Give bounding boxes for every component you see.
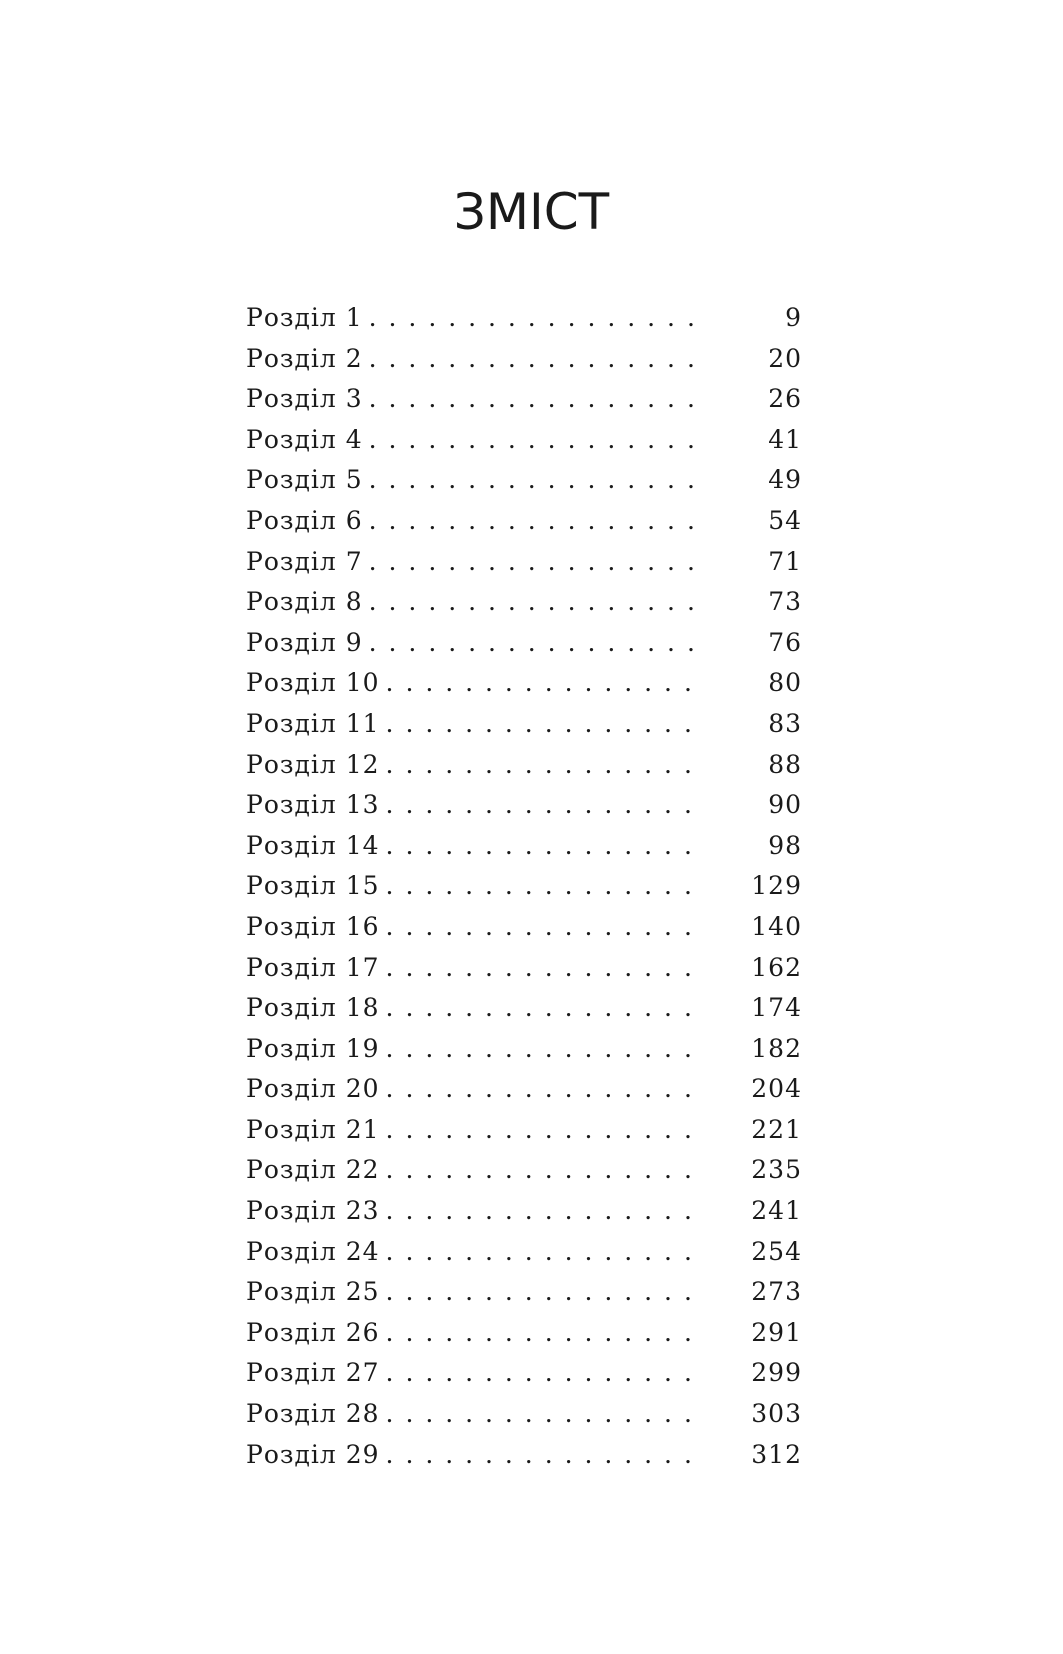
toc-entry[interactable] xyxy=(246,988,802,1029)
toc-entry-page-number: 303 xyxy=(751,1399,802,1429)
toc-entry-page-number: 26 xyxy=(768,384,802,414)
toc-entry-label: Розділ 20 xyxy=(246,1074,380,1104)
table-of-contents xyxy=(246,298,802,1475)
dot-leader xyxy=(386,1313,702,1354)
toc-entry-page-number: 83 xyxy=(768,708,802,738)
toc-entry-label: Розділ 7 xyxy=(246,546,363,576)
toc-entry-page-number: 241 xyxy=(751,1196,802,1226)
toc-entry-label: Розділ 21 xyxy=(246,1114,380,1144)
dot-leader xyxy=(386,826,702,867)
toc-entry-page-number: 254 xyxy=(751,1236,802,1266)
dot-leader xyxy=(369,582,702,623)
toc-entry-label: Розділ 15 xyxy=(246,871,380,901)
dot-leader xyxy=(369,623,702,664)
toc-entry[interactable] xyxy=(246,1150,802,1191)
toc-entry[interactable] xyxy=(246,1029,802,1070)
toc-entry[interactable] xyxy=(246,704,802,745)
toc-entry-label: Розділ 8 xyxy=(246,587,363,617)
toc-entry-label: Розділ 1 xyxy=(246,303,363,332)
toc-entry-label: Розділ 23 xyxy=(246,1196,380,1226)
toc-entry[interactable] xyxy=(246,1272,802,1313)
toc-entry-page-number: 182 xyxy=(751,1033,802,1063)
toc-entry-page-number: 76 xyxy=(768,627,802,657)
toc-entry[interactable] xyxy=(246,866,802,907)
toc-entry-page-number: 291 xyxy=(751,1317,802,1347)
toc-entry-label: Розділ 6 xyxy=(246,505,363,535)
page-title: ЗМІСТ xyxy=(453,183,610,241)
dot-leader xyxy=(386,663,702,704)
toc-entry[interactable] xyxy=(246,1435,802,1476)
toc-entry-label: Розділ 26 xyxy=(246,1317,380,1347)
toc-entry-label: Розділ 4 xyxy=(246,424,363,454)
dot-leader xyxy=(369,460,702,501)
toc-entry-label: Розділ 17 xyxy=(246,952,380,982)
dot-leader xyxy=(369,379,702,420)
toc-entry[interactable] xyxy=(246,785,802,826)
dot-leader xyxy=(386,745,702,786)
toc-entry-page-number: 174 xyxy=(751,993,802,1023)
toc-entry-page-number: 204 xyxy=(751,1074,802,1104)
toc-entry-label: Розділ 19 xyxy=(246,1033,380,1063)
toc-entry[interactable] xyxy=(246,379,802,420)
toc-entry[interactable] xyxy=(246,745,802,786)
toc-entry-label: Розділ 27 xyxy=(246,1358,380,1388)
toc-entry-page-number: 162 xyxy=(751,952,802,982)
toc-entry[interactable] xyxy=(246,1069,802,1110)
toc-entry-label: Розділ 25 xyxy=(246,1277,380,1307)
toc-entry-page-number: 273 xyxy=(751,1277,802,1307)
toc-entry-page-number: 41 xyxy=(768,424,802,454)
toc-entry-label: Розділ 12 xyxy=(246,749,380,779)
toc-entry[interactable] xyxy=(246,1191,802,1232)
toc-entry-label: Розділ 9 xyxy=(246,627,363,657)
dot-leader xyxy=(386,1069,702,1110)
toc-entry-page-number: 54 xyxy=(768,505,802,535)
toc-entry-label: Розділ 29 xyxy=(246,1439,380,1469)
dot-leader xyxy=(386,907,702,948)
toc-entry[interactable] xyxy=(246,1394,802,1435)
dot-leader xyxy=(369,339,702,380)
toc-entry-label: Розділ 3 xyxy=(246,384,363,414)
dot-leader xyxy=(386,785,702,826)
dot-leader xyxy=(386,948,702,989)
toc-entry[interactable] xyxy=(246,907,802,948)
toc-entry[interactable] xyxy=(246,501,802,542)
dot-leader xyxy=(386,988,702,1029)
toc-entry-page-number: 140 xyxy=(751,911,802,941)
toc-entry-page-number: 235 xyxy=(751,1155,802,1185)
dot-leader xyxy=(386,1272,702,1313)
toc-entry[interactable] xyxy=(246,298,802,339)
toc-entry[interactable] xyxy=(246,1313,802,1354)
toc-entry-page-number: 71 xyxy=(768,546,802,576)
dot-leader xyxy=(386,866,702,907)
toc-entry[interactable] xyxy=(246,948,802,989)
dot-leader xyxy=(369,501,702,542)
toc-entry-page-number: 73 xyxy=(768,587,802,617)
toc-entry[interactable] xyxy=(246,826,802,867)
toc-entry-page-number: 9 xyxy=(785,303,802,332)
toc-entry[interactable] xyxy=(246,339,802,380)
dot-leader xyxy=(386,1394,702,1435)
toc-entry-label: Розділ 24 xyxy=(246,1236,380,1266)
dot-leader xyxy=(386,704,702,745)
toc-entry[interactable] xyxy=(246,1353,802,1394)
toc-entry-page-number: 80 xyxy=(768,668,802,698)
toc-entry-label: Розділ 11 xyxy=(246,708,380,738)
dot-leader xyxy=(386,1191,702,1232)
toc-entry[interactable] xyxy=(246,663,802,704)
dot-leader xyxy=(369,420,702,461)
toc-entry-label: Розділ 16 xyxy=(246,911,380,941)
dot-leader xyxy=(386,1353,702,1394)
toc-entry-label: Розділ 18 xyxy=(246,993,380,1023)
toc-entry-page-number: 299 xyxy=(751,1358,802,1388)
toc-entry-page-number: 98 xyxy=(768,830,802,860)
toc-entry[interactable] xyxy=(246,460,802,501)
toc-entry-label: Розділ 22 xyxy=(246,1155,380,1185)
toc-entry-page-number: 88 xyxy=(768,749,802,779)
toc-entry[interactable] xyxy=(246,582,802,623)
toc-entry-page-number: 129 xyxy=(751,871,802,901)
dot-leader xyxy=(386,1232,702,1273)
toc-entry-page-number: 20 xyxy=(768,343,802,373)
toc-entry[interactable] xyxy=(246,542,802,583)
toc-entry-label: Розділ 13 xyxy=(246,790,380,820)
toc-entry-page-number: 221 xyxy=(751,1114,802,1144)
toc-entry-label: Розділ 2 xyxy=(246,343,363,373)
toc-entry-label: Розділ 10 xyxy=(246,668,380,698)
toc-entry[interactable] xyxy=(246,1110,802,1151)
dot-leader xyxy=(369,298,702,339)
dot-leader xyxy=(369,542,702,583)
toc-entry-label: Розділ 5 xyxy=(246,465,363,495)
toc-entry[interactable] xyxy=(246,1232,802,1273)
dot-leader xyxy=(386,1029,702,1070)
toc-entry-page-number: 49 xyxy=(768,465,802,495)
toc-entry-label: Розділ 28 xyxy=(246,1399,380,1429)
dot-leader xyxy=(386,1435,702,1476)
dot-leader xyxy=(386,1150,702,1191)
toc-entry-label: Розділ 14 xyxy=(246,830,380,860)
toc-entry-page-number: 312 xyxy=(751,1439,802,1469)
toc-entry[interactable] xyxy=(246,623,802,664)
toc-entry[interactable] xyxy=(246,420,802,461)
toc-entry-page-number: 90 xyxy=(768,790,802,820)
dot-leader xyxy=(386,1110,702,1151)
